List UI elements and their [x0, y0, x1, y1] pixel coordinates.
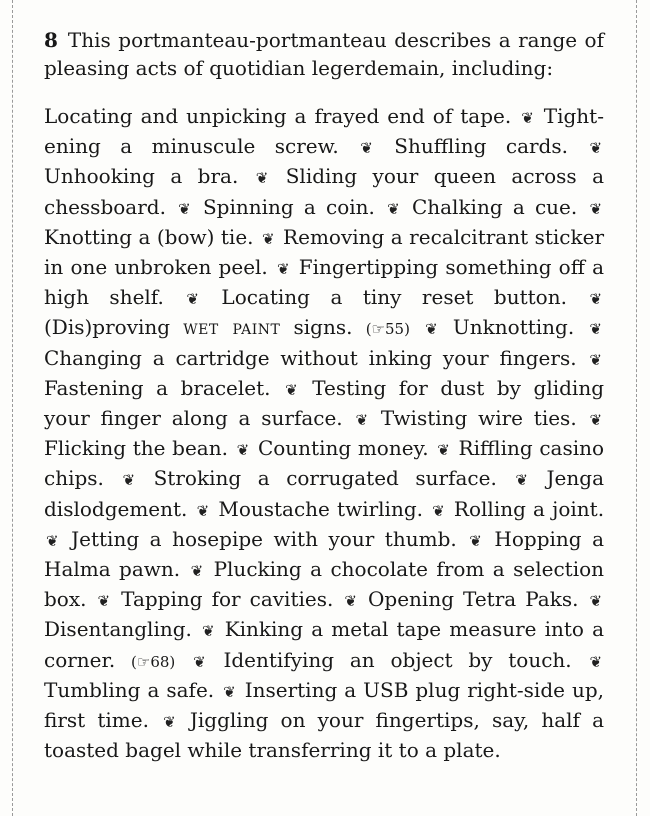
fleuron-separator: ❦: [387, 199, 400, 218]
activity-item: Moustache twirling.: [218, 496, 423, 521]
page-content: [44, 26, 604, 764]
fleuron-separator: ❦: [163, 713, 176, 732]
intro-paragraph: [44, 26, 604, 82]
fleuron-separator: ❦: [193, 652, 206, 671]
fleuron-separator: ❦: [355, 411, 369, 430]
fleuron-separator: ❦: [236, 441, 250, 460]
fleuron-separator: ❦: [589, 199, 603, 218]
activity-item: Knotting a (bow) tie.: [44, 224, 254, 249]
activity-item: Tapping for cavities.: [121, 587, 334, 612]
activity-item: Sliding your queen across a chessboard.: [44, 164, 604, 219]
kinking-text: Kinking a metal tape measure into a corner.: [44, 617, 604, 672]
items-group-b: [44, 315, 604, 641]
fleuron-separator: ❦: [262, 229, 275, 248]
activity-item: Testing for dust by gliding your finger along a surface.: [44, 375, 605, 431]
entries-paragraph: [44, 102, 604, 764]
dis-prefix: (Dis)proving: [44, 315, 171, 340]
fleuron-separator: ❦: [202, 622, 215, 641]
fleuron-separator: ❦: [196, 501, 210, 520]
activity-item: Shuffling cards.: [394, 134, 568, 159]
activity-item: Jenga dislodgement.: [44, 466, 604, 521]
activity-item: Disentangling.: [44, 617, 192, 642]
activity-item: Tightening a minuscule screw.: [44, 104, 604, 159]
activity-item: Riffling casino chips.: [44, 436, 605, 491]
fleuron-separator: ❦: [515, 471, 528, 490]
activity-item: Stroking a corrugated surface.: [153, 466, 497, 491]
entry-number: 8: [44, 28, 58, 52]
fleuron-separator: ❦: [223, 682, 236, 701]
fleuron-separator: ❦: [178, 199, 191, 218]
fleuron-separator: ❦: [425, 320, 438, 339]
fleuron-separator: ❦: [122, 471, 136, 490]
activity-item: Spinning a coin.: [202, 194, 375, 219]
activity-item: Identifying an object by touch.: [223, 647, 572, 672]
items-group-c: [44, 648, 604, 763]
fleuron-separator: ❦: [344, 592, 357, 611]
fleuron-separator: ❦: [360, 139, 373, 158]
fleuron-separator: ❦: [589, 350, 602, 369]
fleuron-separator: ❦: [97, 592, 111, 611]
fleuron-separator: ❦: [589, 320, 602, 339]
fleuron-separator: ❦: [521, 109, 534, 127]
activity-item: Flicking the bean.: [44, 436, 228, 461]
fleuron-separator: ❦: [276, 260, 290, 279]
cross-reference-68: (☞68): [131, 652, 176, 671]
left-margin-rule: [12, 0, 13, 816]
fleuron-separator: ❦: [589, 411, 603, 430]
signs-prefix: signs.: [293, 315, 353, 340]
fleuron-separator: ❦: [589, 139, 603, 158]
activity-item: Counting money.: [257, 436, 429, 461]
activity-item: Fingertipping something off a high shelf.: [44, 255, 605, 310]
activity-item: Twisting wire ties.: [380, 406, 577, 431]
fleuron-separator: ❦: [589, 592, 603, 611]
activity-item: Unknotting.: [452, 315, 575, 340]
fleuron-separator: ❦: [186, 290, 199, 309]
intro-text: This portmanteau-portmanteau describes a range of pleasing acts of quotidian legerdemain, including:: [44, 28, 604, 80]
fleuron-separator: ❦: [285, 380, 298, 399]
activity-item: Jetting a hosepipe with your thumb.: [71, 526, 457, 551]
fleuron-separator: ❦: [469, 531, 482, 550]
activity-item: Plucking a chocolate from a selection box.: [44, 557, 605, 612]
activity-item: Locating a tiny reset button.: [221, 285, 567, 310]
activity-item: Changing a cartridge without inking your fingers.: [44, 345, 577, 370]
items-group-a: [44, 104, 604, 309]
activity-item: Removing a recalcitrant sticker in one unbroken peel.: [44, 224, 605, 280]
fleuron-separator: ❦: [589, 290, 603, 309]
activity-item: Jiggling on your fingertips, say, half a toasted bagel while transferring it to a plate.: [44, 708, 605, 763]
fleuron-separator: ❦: [432, 501, 445, 520]
activity-item: Rolling a joint.: [453, 496, 605, 521]
activity-item: Unhooking a bra.: [44, 164, 239, 189]
fleuron-separator: ❦: [46, 531, 59, 550]
fleuron-separator: ❦: [190, 562, 204, 581]
activity-item: Opening Tetra Paks.: [368, 587, 579, 612]
right-margin-rule: [636, 0, 637, 816]
activity-item: Chalking a cue.: [411, 194, 578, 219]
fleuron-separator: ❦: [589, 652, 603, 671]
fleuron-separator: ❦: [437, 441, 450, 460]
activity-item: Inserting a USB plug right-side up, first time.: [44, 677, 604, 733]
activity-item: Hopping a Halma pawn.: [44, 526, 605, 582]
fleuron-separator: ❦: [255, 169, 269, 188]
activity-item: Tumbling a safe.: [44, 677, 215, 702]
cross-reference-55: (☞55): [365, 320, 410, 339]
activity-item: Fastening a bracelet.: [44, 375, 271, 400]
activity-item: Locating and unpicking a frayed end of tape.: [44, 104, 512, 128]
wet-paint-text: wet paint: [183, 315, 281, 340]
